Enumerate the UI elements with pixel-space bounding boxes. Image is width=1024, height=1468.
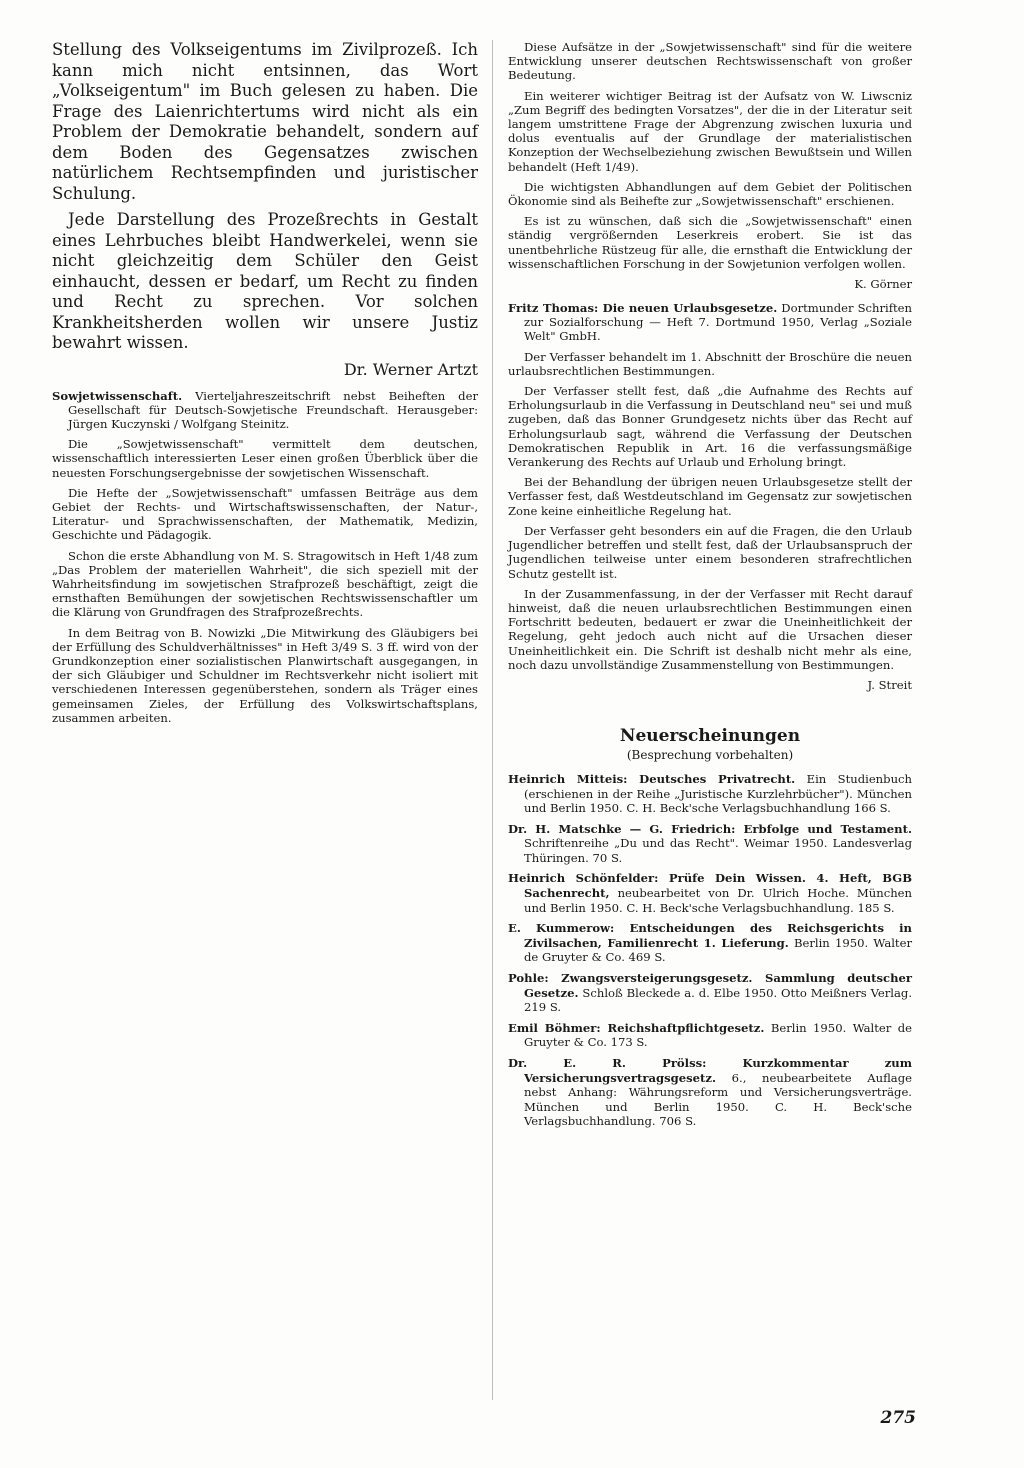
publication-details: Berlin 1950. Walter de Gruyter & Co. 469 S. <box>524 935 912 965</box>
review-header-urlaubsgesetze <box>508 301 912 344</box>
review-header-sowjetwissenschaft <box>52 389 478 432</box>
review2-paragraph: Bei der Behandlung der übrigen neuen Urlaubsgesetze stellt der Verfasser fest, daß Westdeutschland im Gegensatz zur sowjetischen Zone keine einheitliche Regelung hat. <box>508 475 912 518</box>
section-subtitle: (Besprechung vorbehalten) <box>626 747 794 762</box>
page-number: 275 <box>880 1408 916 1428</box>
review2-title: Fritz Thomas: Die neuen Urlaubsgesetze. <box>508 301 778 316</box>
review-paragraph: In dem Beitrag von B. Nowizki „Die Mitwirkung des Gläubigers bei der Erfüllung des Schuldverhältnisses" in Heft 3/49 S. 3 ff. wird von der Grundkonzeption einer sozialistischen Planwirtschaft ausgegangen, in der sich Gläubiger und Schuldner im Rechtsverkehr nicht isoliert mit verschiedenen Interessen gegenüberstehen, sondern als Träger eines gemeinsamen Zieles, der Erfüllung des Volkswirtschaftsplans, zusammen arbeiten. <box>52 625 478 725</box>
section-title-neuerscheinungen: Neuerscheinungen <box>619 725 801 746</box>
review2-signature: J. Streit <box>867 677 912 692</box>
publication-details: Schriftenreihe „Du und das Recht". Weimar 1950. Landesverlag Thüringen. 70 S. <box>524 836 912 865</box>
review2-paragraph: In der Zusammenfassung, in der der Verfasser mit Recht darauf hinweist, daß die neuen urlaubsrechtlichen Bestimmungen einen Fortschritt bedeuten, bedauert er zwar die Uneinheitlichkeit der Regelung, geht jedoch auch nicht auf die Ursachen dieser Uneinheitlichkeit ein. Die Schrift ist deshalb nicht mehr als eine, noch dazu unvollständige Zusammenstellung von Bestimmungen. <box>508 586 912 672</box>
publication-details: 6., neubearbeitete Auflage nebst Anhang: Währungsreform und Versicherungsverträge. München und Berlin 1950. C. H. Beck'sche Verlagsbuchhandlung. 706 S. <box>524 1070 912 1129</box>
review-paragraph: Die „Sowjetwissenschaft" vermittelt dem deutschen, wissenschaftlich interessierten Leser einen großen Überblick über die neuesten Forschungsergebnisse der sowjetischen Wissenschaft. <box>52 437 478 480</box>
review-paragraph: Schon die erste Abhandlung von M. S. Stragowitsch in Heft 1/48 zum „Das Problem der materiellen Wahrheit", die sich speziell mit der Wahrheitsfindung im sowjetischen Strafprozeß beschäftigt, zeigt die ernsthaften Bemühungen der sowjetischen Rechtswissenschaftler um die Klärung von Grundfragen des Strafprozeßrechts. <box>52 548 478 620</box>
review2-paragraph: Der Verfasser behandelt im 1. Abschnitt der Broschüre die neuen urlaubsrechtlichen Bestimmungen. <box>508 349 912 378</box>
publication-title: Dr. E. R. Prölss: Kurzkommentar zum Versicherungsvertragsgesetz. <box>508 1056 912 1085</box>
review2-bibliography: Dortmunder Schriften zur Sozialforschung — Heft 7. Dortmund 1950, Verlag „Soziale Welt" GmbH. <box>524 301 912 344</box>
intro-signature: Dr. Werner Artzt <box>343 359 478 379</box>
list-item <box>508 971 912 1015</box>
publication-title: Heinrich Mitteis: Deutsches Privatrecht. <box>508 771 796 786</box>
review-paragraph: Die Hefte der „Sowjetwissenschaft" umfassen Beiträge aus dem Gebiet der Rechts- und Wirtschaftswissenschaften, der Natur-, Literatur- und Sprachwissenschaften, der Mathematik, Medizin, Geschichte und Pädagogik. <box>52 485 478 543</box>
publication-title: E. Kummerow: Entscheidungen des Reichsgerichts in Zivilsachen, Familienrecht 1. Lieferung. <box>508 921 912 950</box>
sowjet-paragraph: Es ist zu wünschen, daß sich die „Sowjetwissenschaft" einen ständig vergrößernden Leserkreis erobert. Sie ist das unentbehrliche Rüstzeug für alle, die ernsthaft die Entwicklung der wissenschaftlichen Forschung in der Sowjetunion verfolgen wollen. <box>508 214 912 271</box>
column-divider <box>492 40 493 1400</box>
list-item <box>508 1056 912 1129</box>
review-bibliography: Vierteljahreszeitschrift nebst Beiheften der Gesellschaft für Deutsch-Sowjetische Freundschaft. Herausgeber: Jürgen Kuczynski / Wolfgang Steinitz. <box>68 388 479 431</box>
intro-paragraph-1: Stellung des Volkseigentums im Zivilprozeß. Ich kann mich nicht entsinnen, das Wort „Volkseigentum" im Buch gelesen zu haben. Die Frage des Laienrichtertums wird nicht als ein Problem der Demokratie behandelt, sondern auf dem Boden des Gegensatzes zwischen natürlichem Rechtsempfinden und juristischer Schulung. <box>52 40 478 203</box>
publication-title: Pohle: Zwangsversteigerungsgesetz. Sammlung deutscher Gesetze. <box>508 971 912 1000</box>
sowjet-paragraph: Die wichtigsten Abhandlungen auf dem Gebiet der Politischen Ökonomie sind als Beihefte zur „Sowjetwissenschaft" erschienen. <box>508 179 912 209</box>
list-item <box>508 822 912 866</box>
publication-title: Emil Böhmer: Reichshaftpflichtgesetz. <box>508 1020 765 1035</box>
left-column <box>52 40 478 731</box>
publication-details: Schloß Bleckede a. d. Elbe 1950. Otto Meißners Verlag. 219 S. <box>524 985 913 1015</box>
review2-paragraph: Der Verfasser stellt fest, daß „die Aufnahme des Rechts auf Erholungsurlaub in die Verfassung in Deutschland neu" sei und muß zugeben, daß das Bonner Grundgesetz nichts über das Recht auf Erholungsurlaub sagt, während die Verfassung der Deutschen Demokratischen Republik in Art. 16 die verfassungsmäßige Verankerung des Rechts auf Urlaub und Erholung bringt. <box>508 384 912 470</box>
publication-details: Ein Studienbuch (erschienen in der Reihe „Juristische Kurzlehrbücher"). München und Berlin 1950. C. H. Beck'sche Verlagsbuchhandlung 166 S. <box>524 771 912 816</box>
publication-details: Berlin 1950. Walter de Gruyter & Co. 173 S. <box>524 1020 913 1050</box>
sowjet-paragraph: Diese Aufsätze in der „Sowjetwissenschaft" sind für die weitere Entwicklung unserer deutschen Rechtswissenschaft von großer Bedeutung. <box>508 40 912 83</box>
review2-paragraph: Der Verfasser geht besonders ein auf die Fragen, die den Urlaub Jugendlicher betreffen und stellt fest, daß der Urlaubsanspruch der Jugendlichen teilweise unter einem besonderen strafrechtlichen Schutz gestellt ist. <box>508 523 912 581</box>
publication-title: Heinrich Schönfelder: Prüfe Dein Wissen. 4. Heft, BGB Sachenrecht, <box>508 871 912 901</box>
list-item <box>508 871 912 915</box>
list-item <box>508 772 912 816</box>
list-item <box>508 921 912 965</box>
publication-title: Dr. H. Matschke — G. Friedrich: Erbfolge und Testament. <box>508 821 912 836</box>
new-publications-list <box>508 772 912 1129</box>
intro-paragraph-2: Jede Darstellung des Prozeßrechts in Gestalt eines Lehrbuches bleibt Handwerkelei, wenn sie nicht gleichzeitig dem Schüler den Geist einhaucht, dessen er bedarf, um Recht zu finden und Recht zu sprechen. Vor solchen Krankheitsherden wollen wir unsere Justiz bewahrt wissen. <box>52 210 478 352</box>
review-title: Sowjetwissenschaft. <box>52 388 183 403</box>
list-item <box>508 1021 912 1050</box>
right-column <box>508 40 912 1135</box>
sowjet-paragraph: Ein weiterer wichtiger Beitrag ist der Aufsatz von W. Liwscniz „Zum Begriff des bedingten Vorsatzes", der die in der Literatur seit langem umstrittene Frage der Abgrenzung zwischen luxuria und dolus eventualis auf der Grundlage der materialistischen Konzeption der Wechselbeziehung zwischen Bewußtsein und Willen behandelt (Heft 1/49). <box>508 88 912 174</box>
publication-details: neubearbeitet von Dr. Ulrich Hoche. München und Berlin 1950. C. H. Beck'sche Verlagsbuchhandlung. 185 S. <box>524 886 912 915</box>
sowjet-signature: K. Görner <box>854 277 912 292</box>
